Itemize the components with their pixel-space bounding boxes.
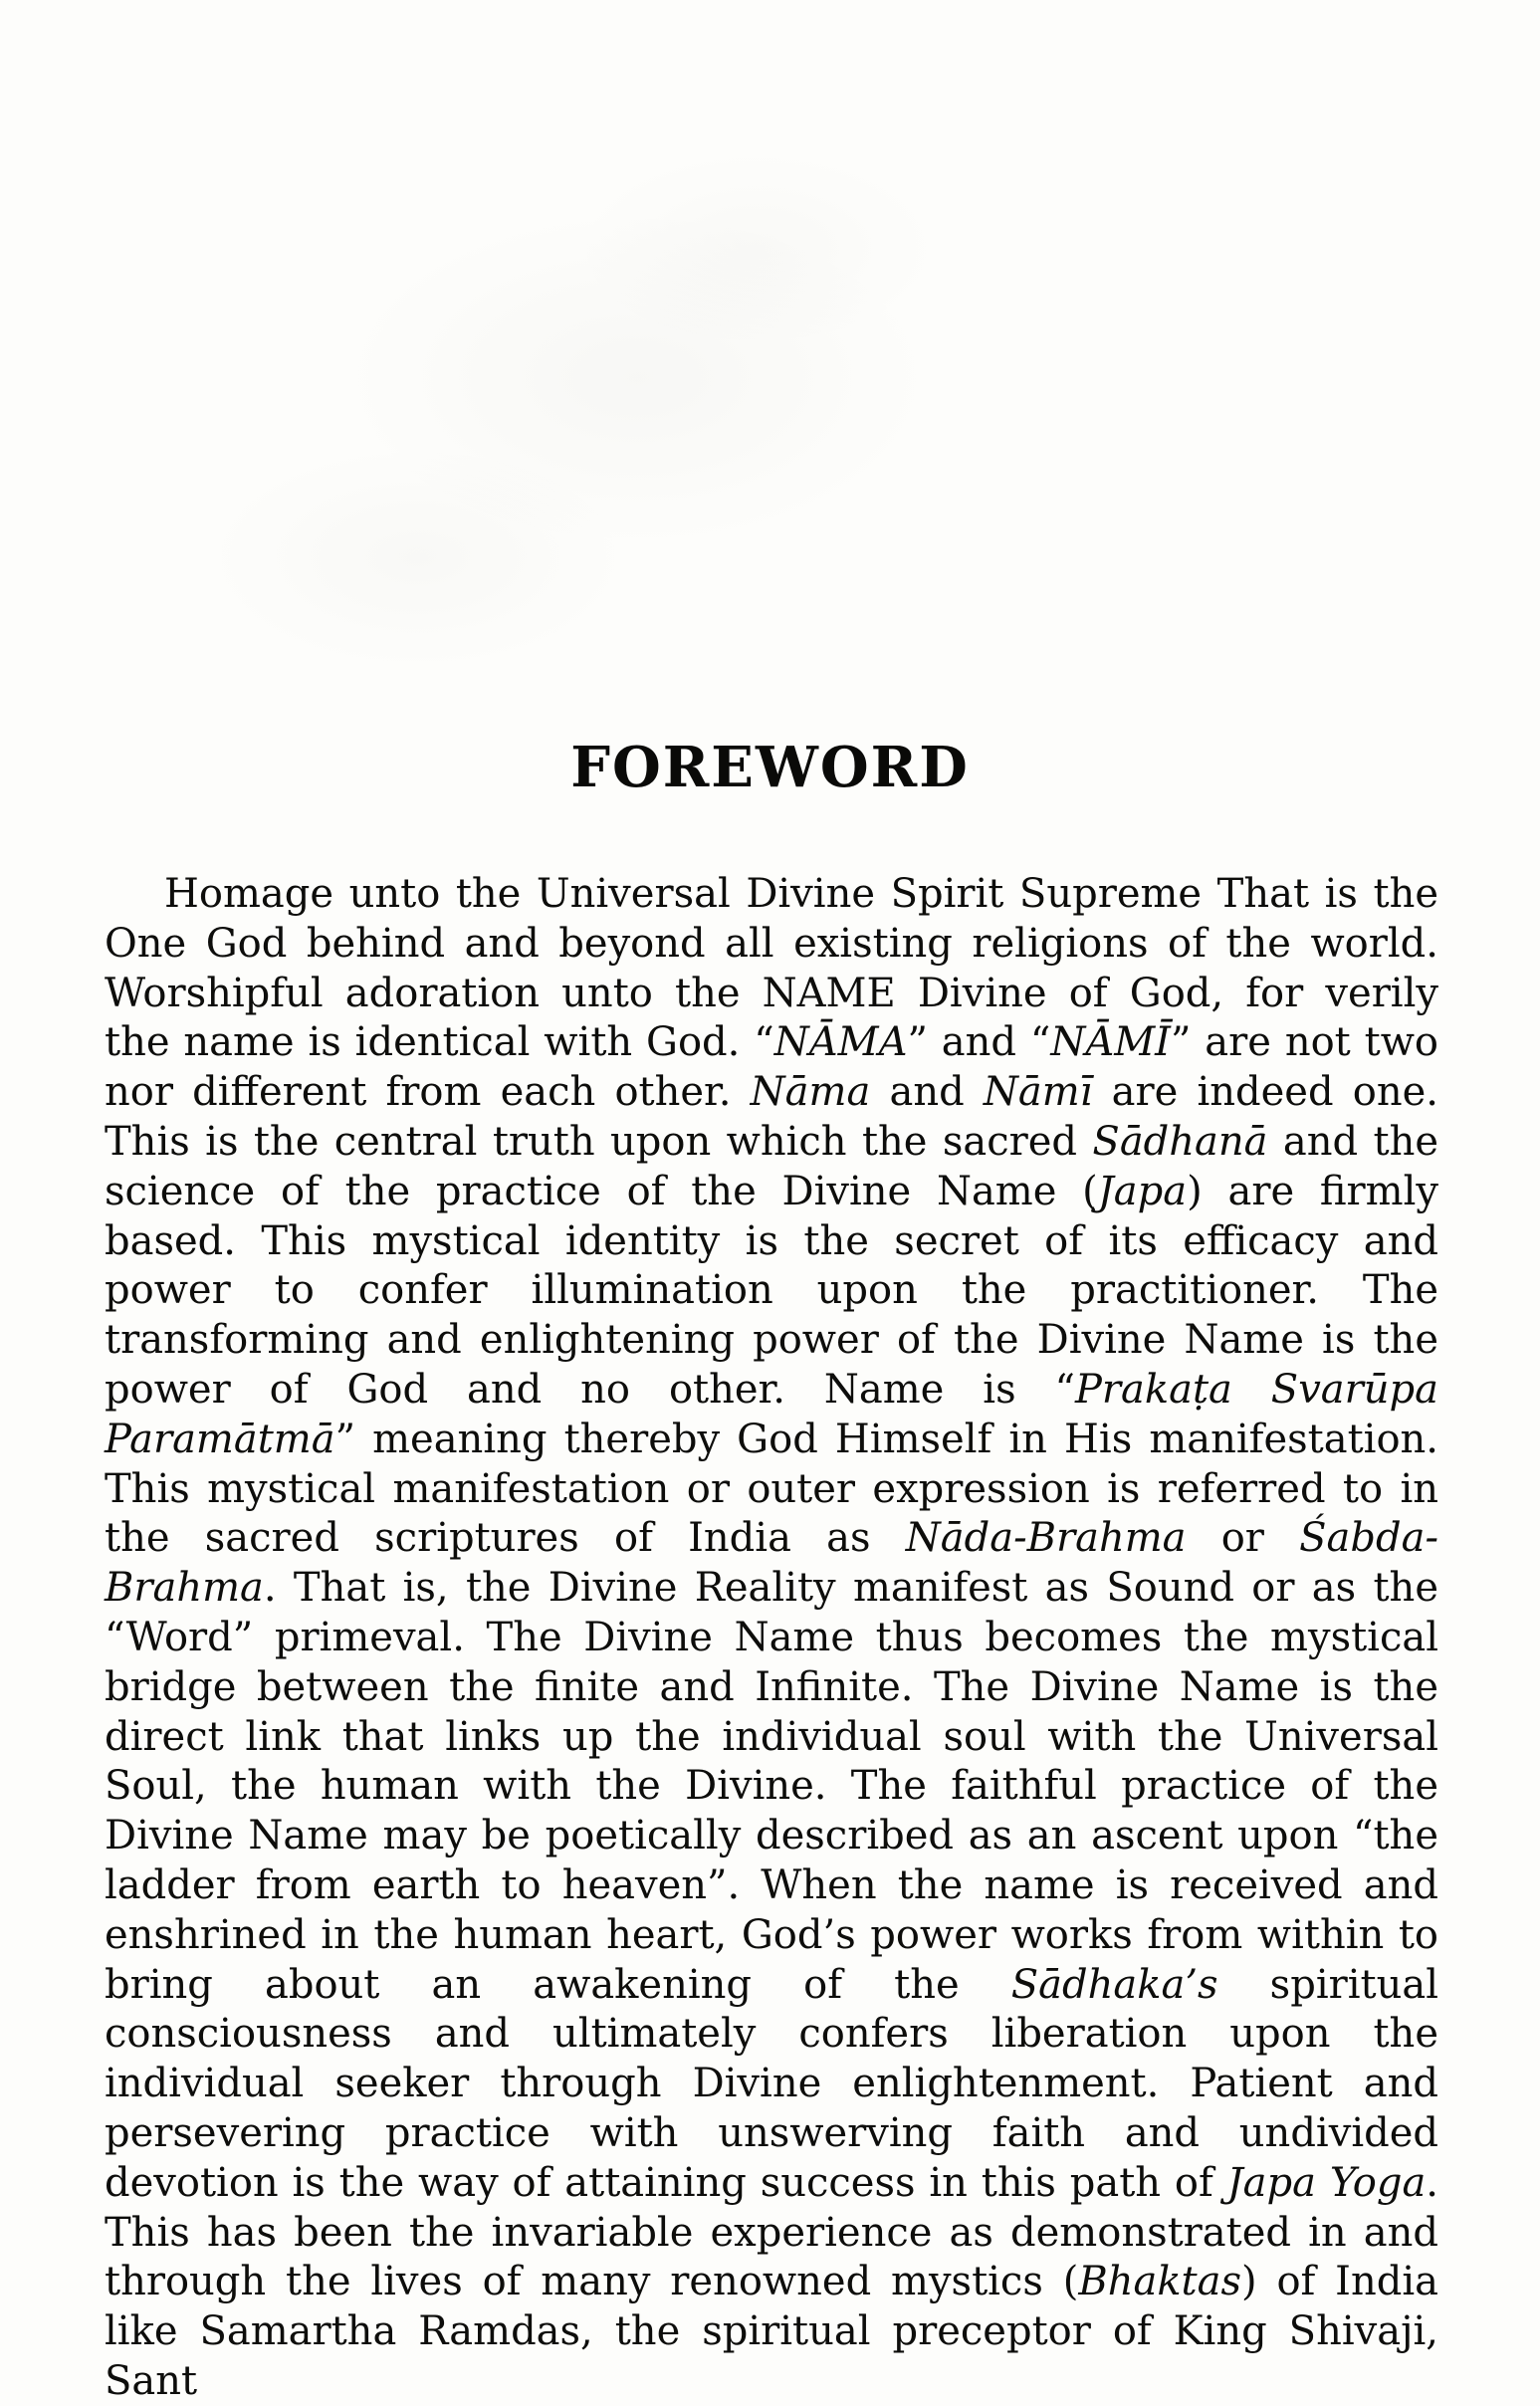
foreword-paragraph <box>105 870 1438 2406</box>
italic-term: Sādhaka’s <box>1010 1961 1218 2008</box>
text-run: Homage unto the Universal Divine Spirit Supreme That is the One God behind and beyond all existing religions of the world. Worshipful adoration unto the NAME Divine of God, for verily the name is identical with God. “ <box>105 871 1438 1066</box>
italic-term: Japa Yoga <box>1226 2159 1427 2206</box>
italic-term: Nāmī <box>983 1069 1093 1116</box>
text-run: ” meaning thereby God Himself in His manifestation. This mystical manifestation or outer expression is referred to in the sacred scriptures of India as <box>105 1416 1438 1562</box>
text-run: spiritual consciousness and ultimately confers liberation upon the individual seeker through Divine enlightenment. Patient and persevering practice with unswerving faith and undivided devotion is the way of attaining success in this path of <box>105 1961 1438 2206</box>
text-run: and the science of the practice of the Divine Name ( <box>105 1118 1439 1214</box>
italic-term: Śabda-Brahma <box>105 1515 1438 1612</box>
text-run: ) are firmly based. This mystical identity is the secret of its efficacy and power to confer illumination upon the practitioner. The transforming and enlightening power of the Divine Name is the power of God and no other. Name is “ <box>105 1168 1438 1413</box>
text-run: ) of India like Samartha Ramdas, the spiritual preceptor of King Shivaji, Sant <box>105 2259 1438 2404</box>
text-run: or <box>1186 1515 1300 1562</box>
italic-term: NĀMA <box>773 1019 908 1066</box>
text-run: are indeed one. This is the central truth upon which the sacred <box>105 1069 1439 1165</box>
text-run: . This has been the invariable experience as demonstrated in and through the lives of many renowned mystics ( <box>105 2159 1439 2305</box>
page-title: FOREWORD <box>570 734 970 800</box>
text-run: ” and “ <box>907 1019 1051 1066</box>
text-run: ” are not two nor different from each other. <box>105 1019 1439 1116</box>
italic-term: Nāma <box>750 1069 871 1116</box>
italic-term: NĀMĪ <box>1050 1019 1171 1066</box>
italic-term: Sādhanā <box>1092 1118 1268 1165</box>
text-run: . That is, the Divine Reality manifest as Sound or as the “Word” primeval. The Divine Name thus becomes the mystical bridge between the finite and Infinite. The Divine Name is the direct link that links up the individual soul with the Universal Soul, the human with the Divine. The faithful practice of the Divine Name may be poetically described as an ascent upon “the ladder from earth to heaven”. When the name is received and enshrined in the human heart, God’s power works from within to bring about an awakening of the <box>105 1565 1438 2008</box>
italic-term: Japa <box>1097 1168 1188 1214</box>
italic-term: Bhaktas <box>1078 2259 1242 2305</box>
italic-term: Nāda-Brahma <box>905 1515 1187 1562</box>
text-run: and <box>870 1069 984 1116</box>
italic-term: Prakaṭa Svarūpa Paramātmā <box>105 1366 1438 1462</box>
